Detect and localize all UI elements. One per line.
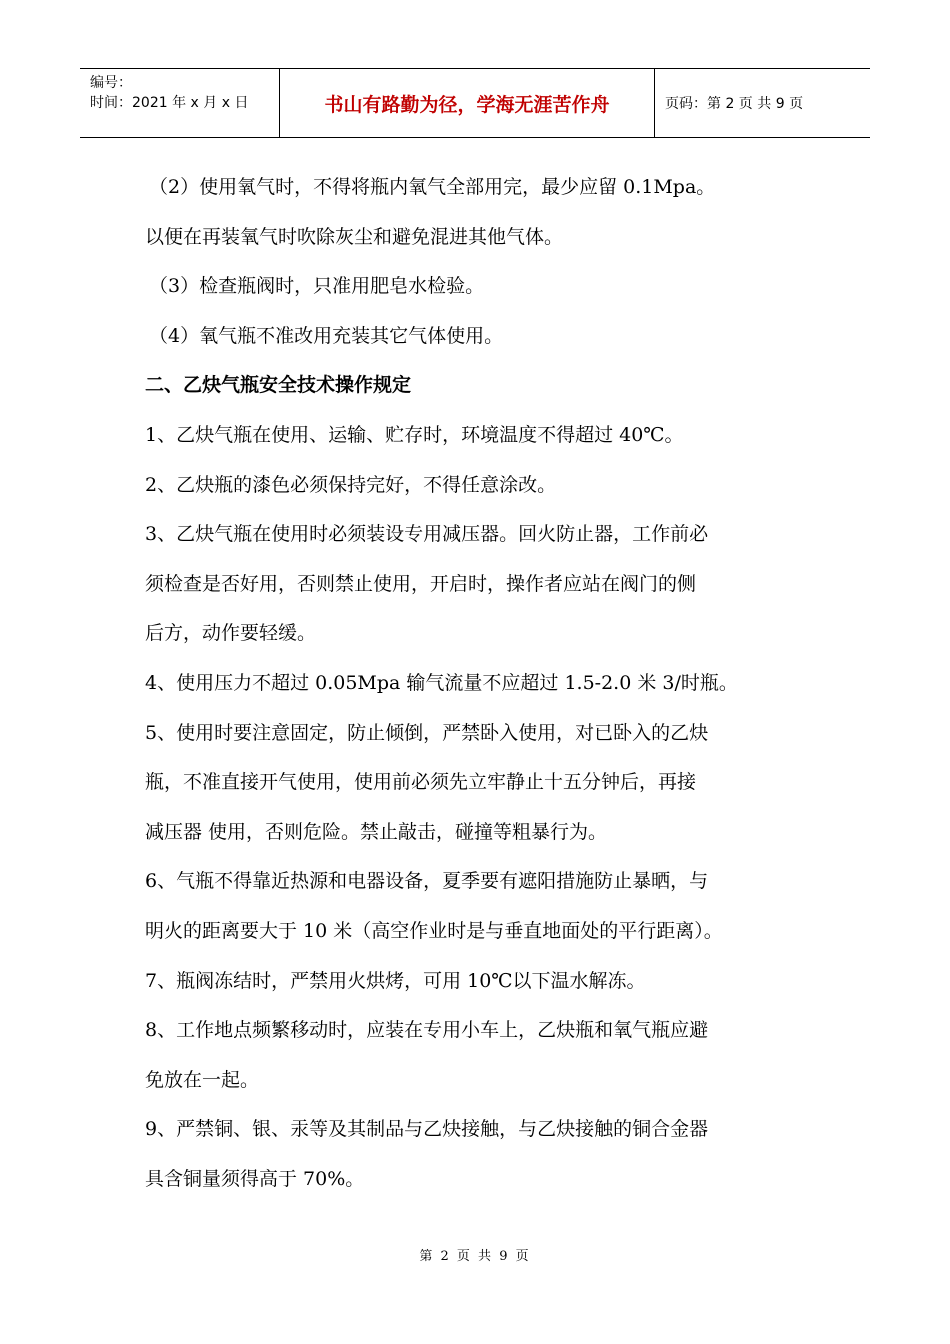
paragraph-line: 7、瓶阀冻结时，严禁用火烘烤，可用 10℃以下温水解冻。 bbox=[145, 969, 646, 992]
paragraph-line: 以便在再装氧气时吹除灰尘和避免混进其他气体。 bbox=[145, 225, 564, 248]
header-meta bbox=[80, 69, 280, 137]
page-footer: 第 2 页 共 9 页 bbox=[419, 1249, 531, 1264]
paragraph-line: （4）氧气瓶不准改用充装其它气体使用。 bbox=[149, 324, 504, 347]
paragraph-line: 后方，动作要轻缓。 bbox=[145, 622, 317, 645]
paragraph-line: 1、乙炔气瓶在使用、运输、贮存时，环境温度不得超过 40℃。 bbox=[145, 423, 684, 446]
paragraph-line: 瓶，不准直接开气使用，使用前必须先立牢静止十五分钟后，再接 bbox=[145, 771, 697, 794]
paragraph-line: 5、使用时要注意固定，防止倾倒，严禁卧入使用，对已卧入的乙炔 bbox=[145, 721, 709, 744]
paragraph-line: 9、严禁铜、银、汞等及其制品与乙炔接触，与乙炔接触的铜合金器 bbox=[145, 1118, 709, 1141]
page-header bbox=[80, 68, 870, 138]
document-date: 时间：2021 年 x 月 x 日 bbox=[90, 95, 249, 111]
document-number: 编号： bbox=[90, 75, 132, 91]
paragraph-line: 明火的距离要大于 10 米（高空作业时是与垂直地面处的平行距离）。 bbox=[145, 919, 723, 942]
section-heading: 二、乙炔气瓶安全技术操作规定 bbox=[145, 374, 412, 397]
paragraph-line: 2、乙炔瓶的漆色必须保持完好，不得任意涂改。 bbox=[145, 473, 557, 496]
header-page-info: 页码：第 2 页 共 9 页 bbox=[665, 96, 804, 112]
paragraph-line: （3）检查瓶阀时，只准用肥皂水检验。 bbox=[149, 275, 485, 298]
paragraph-line: 8、工作地点频繁移动时，应装在专用小车上，乙炔瓶和氧气瓶应避 bbox=[145, 1019, 709, 1042]
paragraph-line: 具含铜量须得高于 70%。 bbox=[145, 1167, 365, 1190]
paragraph-line: 免放在一起。 bbox=[145, 1068, 260, 1091]
paragraph-line: 须检查是否好用，否则禁止使用，开启时，操作者应站在阀门的侧 bbox=[145, 572, 697, 595]
header-motto: 书山有路勤为径，学海无涯苦作舟 bbox=[280, 69, 655, 137]
paragraph-line: 4、使用压力不超过 0.05Mpa 输气流量不应超过 1.5-2.0 米 3/时瓶。 bbox=[145, 671, 738, 694]
paragraph-line: 6、气瓶不得靠近热源和电器设备，夏季要有遮阳措施防止暴晒，与 bbox=[145, 870, 709, 893]
paragraph-line: 3、乙炔气瓶在使用时必须装设专用减压器。回火防止器，工作前必 bbox=[145, 523, 709, 546]
paragraph-line: （2）使用氧气时，不得将瓶内氧气全部用完，最少应留 0.1Mpa。 bbox=[149, 176, 716, 198]
paragraph-line: 减压器 使用，否则危险。禁止敲击，碰撞等粗暴行为。 bbox=[145, 820, 608, 843]
document-body bbox=[145, 163, 825, 1204]
